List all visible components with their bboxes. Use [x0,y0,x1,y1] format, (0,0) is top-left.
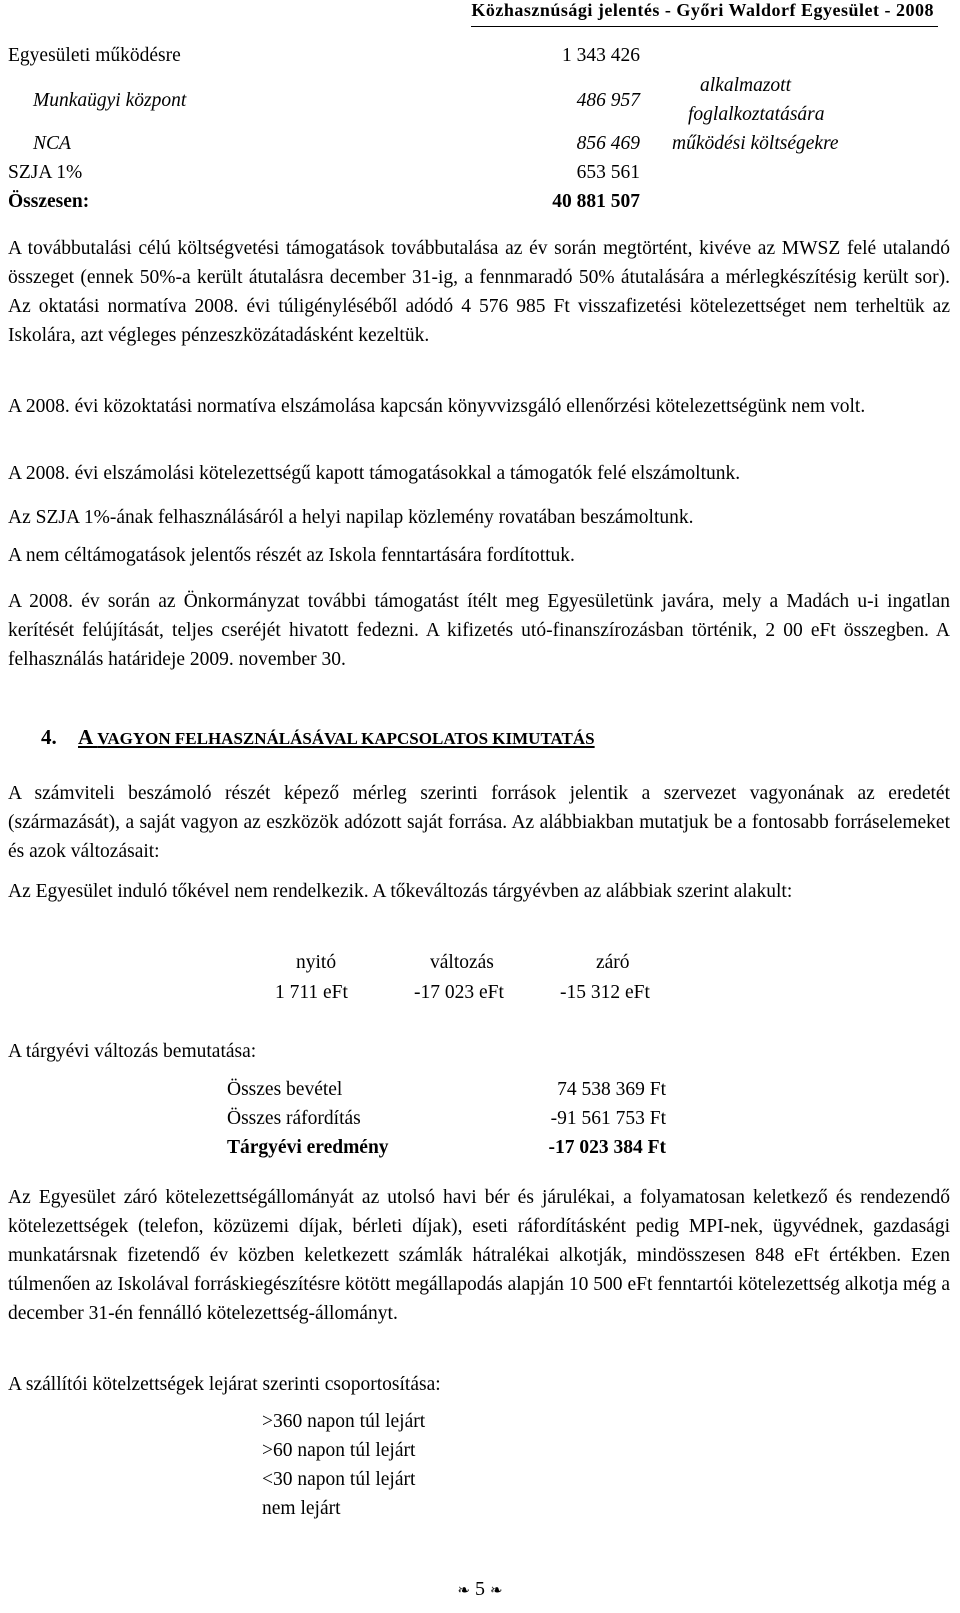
funding-total-label: Összesen: [8,191,90,212]
maturity-item: nem lejárt [262,1498,341,1519]
result-total-value: -17 023 384 Ft [548,1137,666,1158]
section-heading [41,722,595,754]
paragraph-szja: Az SZJA 1%-ának felhasználásáról a helyi napilap közlemény rovatában beszámoltunk. [8,507,694,528]
funding-label: Egyesületi működésre [8,45,181,66]
funding-label: NCA [33,133,71,154]
section-number: 4. [41,725,57,749]
paragraph-audit: A 2008. évi közoktatási normatíva elszámolása kapcsán könyvvizsgáló ellenőrzési kötelezettségünk nem volt. [8,396,866,417]
funding-value: 1 343 426 [562,45,640,66]
section-title: VAGYON FELHASZNÁLÁSÁVAL KAPCSOLATOS KIMUTATÁS [97,729,595,748]
result-label: Összes ráfordítás [227,1108,361,1129]
capital-value: -15 312 eFt [560,982,650,1003]
capital-header: záró [596,952,630,973]
paragraph-capital: Az Egyesület induló tőkével nem rendelkezik. A tőkeváltozás tárgyévben az alábbiak szerint alakult: [8,881,793,902]
funding-note: működési költségekre [672,133,839,154]
result-value: 74 538 369 Ft [557,1079,666,1100]
paragraph-sources: A számviteli beszámoló részét képező mérleg szerinti források jelentik a szervezet vagyonának az eredetét (származását), a saját vagyon az eszközök adózott saját forrása. Az alábbiakban mutatjuk be a fontosabb forráselemeket és azok változásait: [8,783,950,862]
paragraph-non-targeted: A nem céltámogatások jelentős részét az Iskola fenntartására fordítottuk. [8,545,575,566]
funding-total-value: 40 881 507 [552,191,640,212]
ornament-icon: ❧ [457,1581,470,1599]
paragraph-transfers: A továbbutalási célú költségvetési támogatások továbbutalása az év során megtörtént, kivéve az MWSZ felé utalandó összeget (ennek 50%-a került átutalásra december 31-ig, a fennmaradó 50% átutalására a mérlegkészítésig került sor). Az oktatási normatíva 2008. évi túligényléséből adódó 4 576 985 Ft visszafizetési kötelezettséget nem terheltük az Iskolára, azt végleges pénzeszközátadásként kezeltük. [8,238,950,346]
page-footer [0,1577,960,1602]
paragraph-liabilities: Az Egyesület záró kötelezettségállományát az utolsó havi bér és járulékai, a folyamatosan keletkező és rendezendő kötelezettségek (telefon, közüzemi díjak, bérleti díjak), eseti ráfordításként pedig MPI-nek, ügyvédnek, gazdasági munkatársnak fizetendő év közben keletkezett számlák hátralékai alkotják, mindösszesen 848 eFt értékben. Ezen túlmenően az Iskolával forráskiegészítésre kötött megállapodás alapján 10 500 eFt fenntartói kötelezettség alkotja még a december 31-én fennálló kötelezettség-állományt. [8,1187,950,1324]
change-intro: A tárgyévi változás bemutatása: [8,1041,257,1062]
funding-label: Munkaügyi központ [33,90,187,111]
funding-value: 653 561 [576,162,640,183]
maturity-item: >60 napon túl lejárt [262,1440,416,1461]
result-total-label: Tárgyévi eredmény [227,1137,389,1158]
capital-value: -17 023 eFt [414,982,504,1003]
ornament-icon: ❧ [490,1581,503,1599]
paragraph-settlement: A 2008. évi elszámolási kötelezettségű kapott támogatásokkal a támogatók felé elszámoltunk. [8,463,741,484]
paragraph-municipality: A 2008. év során az Önkormányzat további támogatást ítélt meg Egyesületünk javára, mely a Madách u-i ingatlan kerítését felújítását, teljes cseréjét hivatott fedezni. A kifizetés utó-finanszírozásban történik, 2 00 eFt összegben. A felhasználás határideje 2009. november 30. [8,591,950,670]
maturity-item: <30 napon túl lejárt [262,1469,416,1490]
funding-label: SZJA 1% [8,162,83,183]
page-header: Közhasznúsági jelentés - Győri Waldorf Egyesület - 2008 [471,0,938,27]
page-number: 5 [475,1578,485,1600]
result-label: Összes bevétel [227,1079,343,1100]
maturity-item: >360 napon túl lejárt [262,1411,426,1432]
capital-value: 1 711 eFt [275,982,348,1003]
funding-note: alkalmazott [700,75,791,96]
funding-note: foglalkoztatására [688,104,825,125]
funding-value: 486 957 [576,90,640,111]
result-value: -91 561 753 Ft [550,1108,666,1129]
paragraph-maturity-intro: A szállítói kötelzettségek lejárat szerinti csoportosítása: [8,1374,441,1395]
capital-header: nyitó [296,952,337,973]
section-title-first: A [78,725,93,749]
funding-value: 856 469 [576,133,640,154]
capital-header: változás [430,952,494,973]
